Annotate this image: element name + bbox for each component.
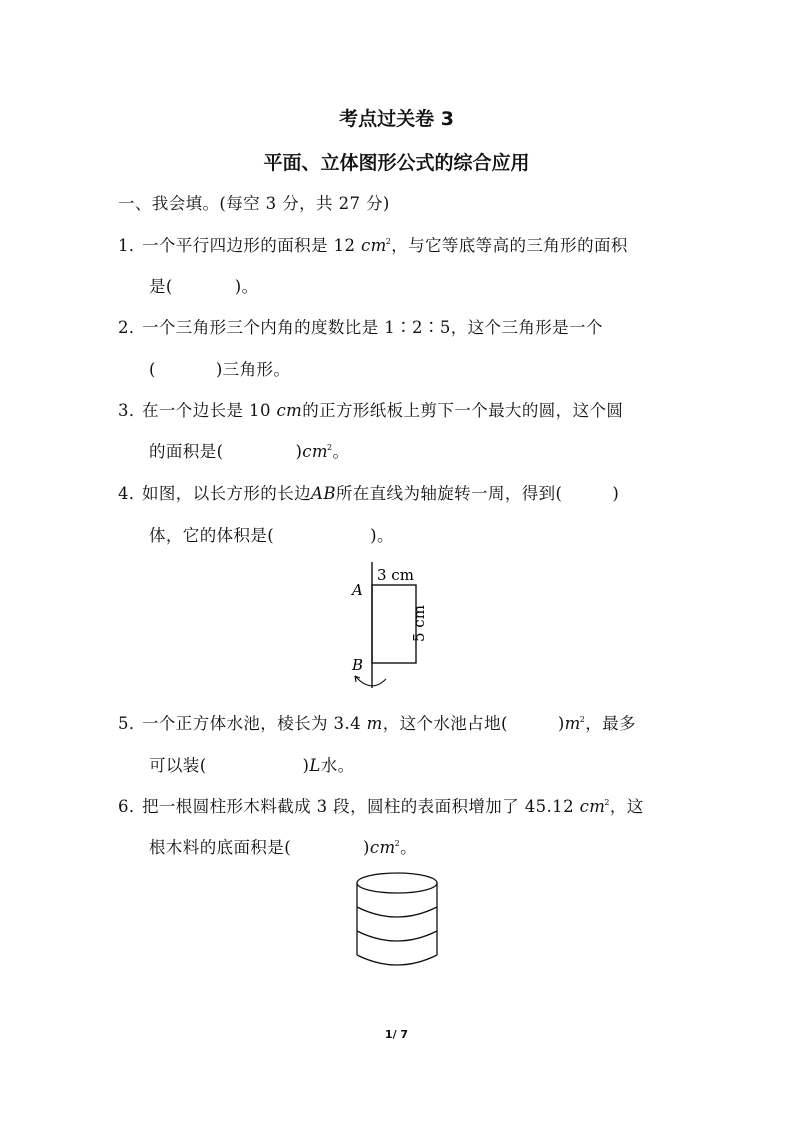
question-2-line-2: ( )三角形。 [149,360,291,379]
question-4-line-1: 4．如图，以长方形的长边AB所在直线为轴旋转一周，得到( ) [118,484,620,503]
cut-line [357,931,437,941]
rectangle-figure [340,558,460,693]
section-heading: 一、我会填。(每空 3 分，共 27 分) [118,194,390,213]
page-subtitle: 平面、立体图形公式的综合应用 [263,152,530,174]
question-5-line-2: 可以装( )L水。 [149,756,355,775]
question-2-line-1: 2．一个三角形三个内角的度数比是 1∶2∶5，这个三角形是一个 [118,318,603,337]
label-a: A [352,581,363,599]
question-5-line-1: 5．一个正方体水池，棱长为 3.4 m，这个水池占地( )$m^2$，最多 [118,714,636,733]
question-6-line-1: 6．把一根圆柱形木料截成 3 段，圆柱的表面积增加了 45.12 $cm^2$，这 [118,797,644,816]
side-dimension: 5 cm [410,605,428,642]
cylinder-bottom [357,955,437,965]
question-3-line-2: 的面积是( )$cm^2$。 [149,442,350,461]
question-3-line-1: 3．在一个边长是 10 cm的正方形纸板上剪下一个最大的圆，这个圆 [118,401,624,420]
question-6-line-2: 根木料的底面积是( )$cm^2$。 [149,838,417,857]
question-4-line-2: 体，它的体积是( )。 [149,526,394,545]
cut-line [357,907,437,917]
cylinder-figure [352,870,442,970]
question-1-line-2: 是( )。 [149,277,259,296]
page-title: 考点过关卷 3 [339,108,454,130]
cylinder-top [357,873,437,893]
page-number: 1/ 7 [384,1028,409,1041]
label-b: B [352,656,364,674]
question-1-line-1: 1．一个平行四边形的面积是 12 $cm^2$，与它等底等高的三角形的面积 [118,236,628,255]
top-dimension: 3 cm [377,566,414,584]
